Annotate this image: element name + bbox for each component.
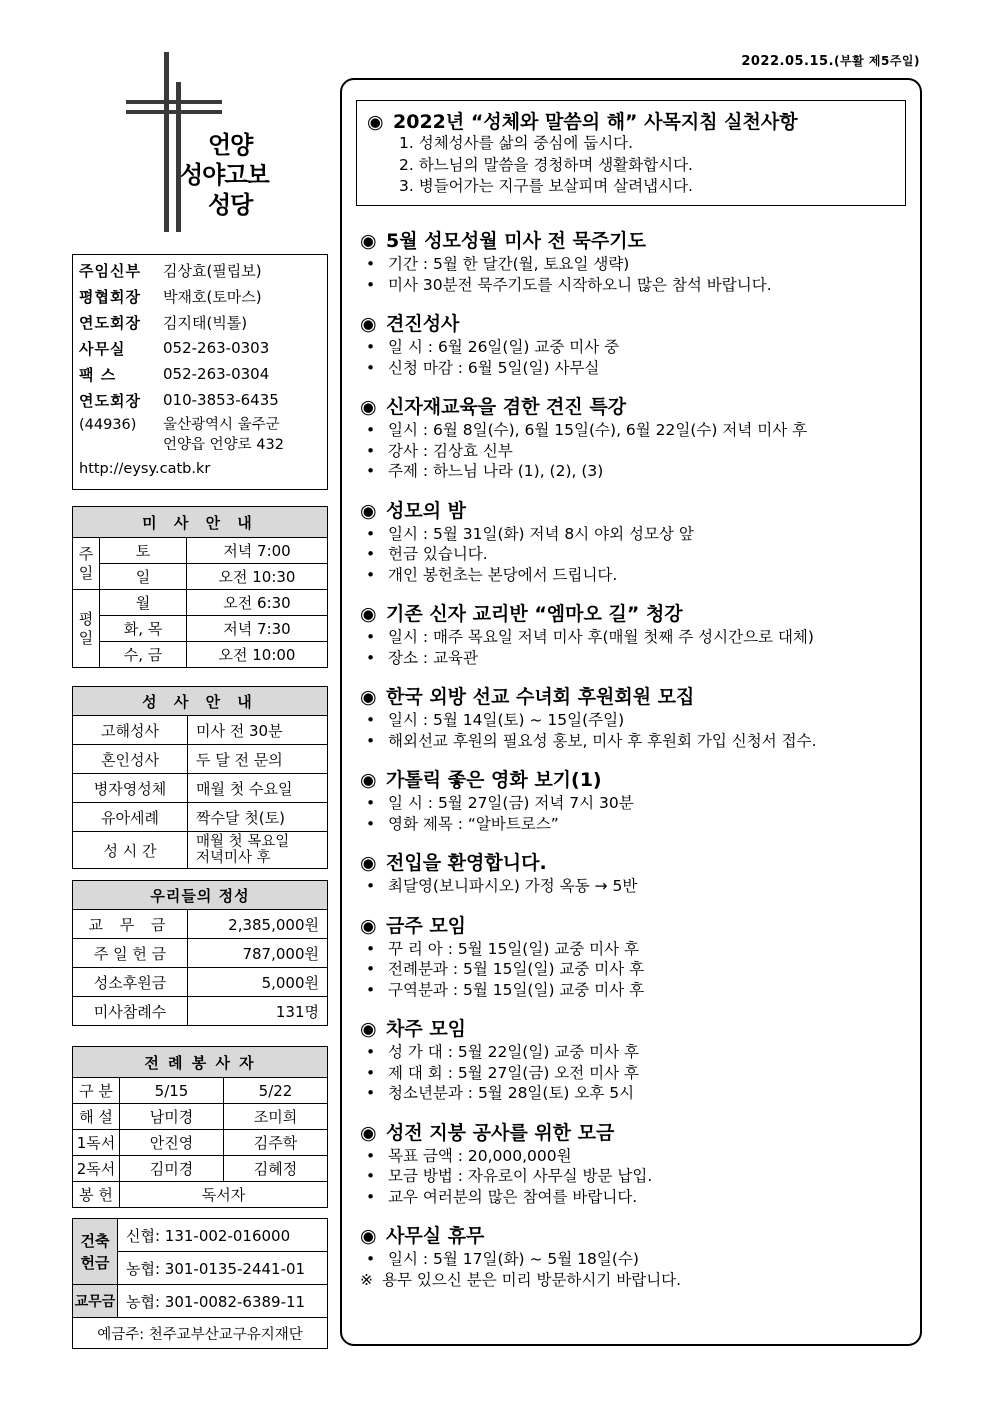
weekday-label: 평 일 bbox=[73, 590, 100, 668]
server-name: 김주학 bbox=[224, 1130, 328, 1156]
address-line: 언양읍 언양로 432 bbox=[163, 437, 284, 453]
notice-section bbox=[360, 850, 916, 897]
sacrament-time bbox=[188, 832, 328, 869]
section-title bbox=[360, 850, 916, 876]
offering-amount: 131명 bbox=[188, 997, 328, 1026]
section-item-text: 성 가 대 : 5월 22일(일) 교중 미사 후 bbox=[388, 1043, 640, 1061]
info-value: 052-263-0304 bbox=[163, 365, 270, 383]
sacrament-name: 유아세례 bbox=[73, 803, 188, 832]
target-icon: ◉ bbox=[360, 230, 377, 252]
note-icon: ※ bbox=[360, 1270, 373, 1289]
offering-name: 성소후원금 bbox=[73, 968, 188, 997]
sacrament-time: 매월 첫 수요일 bbox=[188, 774, 328, 803]
bullet-icon: • bbox=[366, 877, 376, 895]
servers-head: 구 분 bbox=[73, 1078, 120, 1104]
section-item bbox=[360, 1083, 916, 1104]
notice-section bbox=[360, 228, 916, 295]
mass-time: 오전 10:30 bbox=[187, 564, 328, 590]
section-title bbox=[360, 913, 916, 939]
section-item-text: 제 대 회 : 5월 27일(금) 오전 미사 후 bbox=[388, 1063, 640, 1082]
bullet-icon: • bbox=[366, 421, 376, 439]
bullet-icon: • bbox=[366, 1043, 376, 1061]
section-item-text: 일시 : 매주 목요일 저녁 미사 후(매월 첫째 주 성시간으로 대체) bbox=[388, 628, 814, 646]
server-name: 독서자 bbox=[120, 1182, 328, 1208]
section-item bbox=[360, 1249, 916, 1270]
section-title bbox=[360, 601, 916, 627]
sacrament-name: 혼인성사 bbox=[73, 745, 188, 774]
section-title-text: 차주 모임 bbox=[386, 1018, 467, 1040]
bulletin-date: 2022.05.15.(부활 제5주일) bbox=[741, 54, 920, 69]
account-number: 농협: 301-0135-2441-01 bbox=[118, 1252, 328, 1285]
server-name: 남미경 bbox=[120, 1104, 224, 1130]
info-row bbox=[79, 309, 321, 335]
section-title-text: 기존 신자 교리반 “엠마오 길” 청강 bbox=[386, 603, 683, 625]
info-row bbox=[79, 257, 321, 283]
section-item-text: 기간 : 5월 한 달간(월, 토요일 생략) bbox=[388, 255, 630, 273]
pastoral-title-text: 2022년 “성체와 말씀의 해” 사목지침 실천사항 bbox=[393, 111, 798, 133]
bullet-icon: • bbox=[366, 960, 376, 978]
section-note bbox=[360, 1270, 916, 1291]
section-item-text: 목표 금액 : 20,000,000원 bbox=[388, 1146, 572, 1165]
mass-time: 저녁 7:30 bbox=[187, 616, 328, 642]
website-link[interactable]: http://eysy.catb.kr bbox=[79, 461, 211, 477]
section-item-text: 전례분과 : 5월 15일(일) 교중 미사 후 bbox=[388, 960, 645, 978]
section-item-text: 해외선교 후원의 필요성 홍보, 미사 후 후원회 가입 신청서 접수. bbox=[388, 731, 817, 750]
bullet-icon: • bbox=[366, 358, 376, 377]
info-label: 팩 스 bbox=[79, 365, 117, 384]
bullet-icon: • bbox=[366, 524, 376, 543]
mass-day: 화, 목 bbox=[100, 616, 187, 642]
section-item-text: 헌금 있습니다. bbox=[388, 545, 488, 563]
bullet-icon: • bbox=[366, 1250, 376, 1268]
section-item bbox=[360, 565, 916, 586]
info-value: 052-263-0303 bbox=[163, 339, 270, 357]
section-item-text: 모금 방법 : 자유로이 사무실 방문 납입. bbox=[388, 1167, 653, 1185]
notice-section bbox=[360, 913, 916, 1001]
logo-line: 언양 bbox=[208, 131, 253, 159]
section-title bbox=[360, 394, 916, 420]
sacrament-time: 미사 전 30분 bbox=[188, 716, 328, 745]
pastoral-item: 1. 성체성사를 삶의 중심에 둡시다. bbox=[399, 134, 634, 152]
bullet-icon: • bbox=[366, 255, 376, 273]
info-value: 김상효(필립보) bbox=[163, 261, 262, 280]
section-item bbox=[360, 876, 916, 897]
target-icon: ◉ bbox=[360, 1225, 377, 1247]
mass-schedule bbox=[72, 506, 328, 668]
server-name: 김혜정 bbox=[224, 1156, 328, 1182]
info-label: 사무실 bbox=[79, 339, 126, 358]
section-title-text: 성전 지붕 공사를 위한 모금 bbox=[386, 1121, 615, 1144]
notice-section bbox=[360, 394, 916, 482]
section-title bbox=[360, 767, 916, 793]
servers-date: 5/22 bbox=[224, 1078, 328, 1104]
section-item bbox=[360, 627, 916, 648]
pastoral-guidelines bbox=[356, 100, 906, 206]
sacrament-name: 고해성사 bbox=[73, 716, 188, 745]
account-holder: 예금주: 천주교부산교구유지재단 bbox=[73, 1318, 328, 1349]
account-number: 신협: 131-002-016000 bbox=[118, 1219, 328, 1252]
section-item-text: 청소년분과 : 5월 28일(토) 오후 5시 bbox=[388, 1084, 635, 1102]
section-item-text: 일 시 : 6월 26일(일) 교중 미사 중 bbox=[388, 338, 620, 356]
bullet-icon: • bbox=[366, 1063, 376, 1082]
target-icon: ◉ bbox=[360, 499, 377, 522]
mass-time: 오전 6:30 bbox=[187, 590, 328, 616]
section-item bbox=[360, 275, 916, 296]
section-item-text: 영화 제목 : “알바트로스” bbox=[388, 814, 559, 833]
mass-title: 미 사 안 내 bbox=[73, 507, 328, 538]
section-title-text: 5월 성모성월 미사 전 묵주기도 bbox=[386, 230, 646, 252]
bullet-icon: • bbox=[366, 648, 376, 667]
section-item bbox=[360, 814, 916, 835]
mass-day: 토 bbox=[100, 538, 187, 564]
offering-name: 교 무 금 bbox=[73, 910, 188, 939]
offering-amount: 5,000원 bbox=[188, 968, 328, 997]
info-row bbox=[79, 387, 321, 413]
section-item-text: 일시 : 5월 14일(토) ~ 15일(주일) bbox=[388, 711, 625, 729]
bullet-icon: • bbox=[366, 711, 376, 729]
logo-line: 성당 bbox=[208, 191, 253, 219]
logo-line: 성야고보 bbox=[180, 161, 269, 189]
section-item bbox=[360, 959, 916, 980]
offering-table bbox=[72, 880, 328, 1026]
target-icon: ◉ bbox=[367, 111, 384, 133]
section-item-text: 주제 : 하느님 나라 (1), (2), (3) bbox=[388, 462, 604, 480]
section-title bbox=[360, 498, 916, 524]
notice-section bbox=[360, 684, 916, 751]
section-item bbox=[360, 939, 916, 960]
section-title-text: 성모의 밤 bbox=[386, 499, 467, 522]
section-item bbox=[360, 793, 916, 814]
servers-title: 전 례 봉 사 자 bbox=[73, 1047, 328, 1078]
section-item-text: 미사 30분전 묵주기도를 시작하오니 많은 참석 바랍니다. bbox=[388, 275, 772, 294]
sacrament-name: 병자영성체 bbox=[73, 774, 188, 803]
info-label: 주임신부 bbox=[79, 261, 141, 280]
pastoral-item: 3. 병들어가는 지구를 보살피며 살려냅시다. bbox=[399, 177, 693, 195]
bullet-icon: • bbox=[366, 628, 376, 646]
offering-amount: 787,000원 bbox=[188, 939, 328, 968]
sacrament-schedule bbox=[72, 686, 328, 869]
section-item-text: 신청 마감 : 6월 5일(일) 사무실 bbox=[388, 358, 600, 377]
section-item bbox=[360, 524, 916, 545]
notice-section bbox=[360, 1016, 916, 1104]
bullet-icon: • bbox=[366, 275, 376, 294]
mass-time: 오전 10:00 bbox=[187, 642, 328, 668]
account-number: 농협: 301-0082-6389-11 bbox=[118, 1285, 328, 1318]
bullet-icon: • bbox=[366, 814, 376, 833]
info-value: 박재호(토마스) bbox=[163, 287, 262, 306]
parish-info bbox=[72, 254, 328, 490]
bullet-icon: • bbox=[366, 441, 376, 460]
section-item bbox=[360, 544, 916, 565]
section-item bbox=[360, 420, 916, 441]
section-item bbox=[360, 254, 916, 275]
section-item-text: 일시 : 5월 31일(화) 저녁 8시 야외 성모상 앞 bbox=[388, 524, 694, 543]
bank-accounts bbox=[72, 1218, 328, 1349]
bullet-icon: • bbox=[366, 1167, 376, 1185]
section-item bbox=[360, 1063, 916, 1084]
section-title bbox=[360, 1223, 916, 1249]
section-item bbox=[360, 731, 916, 752]
sacrament-time: 두 달 전 문의 bbox=[188, 745, 328, 774]
pastoral-item: 2. 하느님의 말씀을 경청하며 생활화합시다. bbox=[399, 155, 693, 174]
info-value: 010-3853-6435 bbox=[163, 391, 279, 409]
section-item-text: 장소 : 교육관 bbox=[388, 648, 478, 667]
section-item-text: 교우 여러분의 많은 참여를 바랍니다. bbox=[388, 1187, 638, 1206]
target-icon: ◉ bbox=[360, 1121, 377, 1144]
zip-code: (44936) bbox=[79, 417, 137, 433]
notice-section bbox=[360, 311, 916, 378]
target-icon: ◉ bbox=[360, 852, 377, 874]
bullet-icon: • bbox=[366, 939, 376, 958]
section-item-text: 일시 : 5월 17일(화) ~ 5월 18일(수) bbox=[388, 1250, 639, 1268]
section-item-text: 강사 : 김상효 신부 bbox=[388, 441, 513, 460]
section-item bbox=[360, 710, 916, 731]
target-icon: ◉ bbox=[360, 396, 377, 418]
server-role: 2독서 bbox=[73, 1156, 120, 1182]
section-item bbox=[360, 441, 916, 462]
section-title-text: 사무실 휴무 bbox=[386, 1225, 485, 1247]
server-role: 해 설 bbox=[73, 1104, 120, 1130]
bullet-icon: • bbox=[366, 794, 376, 812]
section-item bbox=[360, 337, 916, 358]
mass-time: 저녁 7:00 bbox=[187, 538, 328, 564]
target-icon: ◉ bbox=[360, 313, 377, 335]
sunday-label: 주 일 bbox=[73, 538, 100, 590]
info-value: 김지태(빅톨) bbox=[163, 313, 248, 332]
info-label: 연도회장 bbox=[79, 313, 141, 332]
section-item-text: 개인 봉헌초는 본당에서 드립니다. bbox=[388, 565, 618, 584]
parish-logo bbox=[122, 52, 322, 242]
section-item-text: 구역분과 : 5월 15일(일) 교중 미사 후 bbox=[388, 980, 645, 999]
section-title-text: 전입을 환영합니다. bbox=[386, 852, 547, 874]
section-item-text: 일 시 : 5월 27일(금) 저녁 7시 30분 bbox=[388, 794, 634, 812]
sacrament-title: 성 사 안 내 bbox=[73, 687, 328, 716]
offering-amount: 2,385,000원 bbox=[188, 910, 328, 939]
offering-name: 미사참례수 bbox=[73, 997, 188, 1026]
target-icon: ◉ bbox=[360, 914, 377, 937]
bullet-icon: • bbox=[366, 980, 376, 999]
section-item bbox=[360, 461, 916, 482]
server-name: 김미경 bbox=[120, 1156, 224, 1182]
info-row bbox=[79, 361, 321, 387]
build-label: 건축 헌금 bbox=[73, 1219, 118, 1285]
section-item bbox=[360, 1187, 916, 1208]
server-role: 봉 헌 bbox=[73, 1182, 120, 1208]
section-item bbox=[360, 358, 916, 379]
section-title bbox=[360, 1120, 916, 1146]
section-title-text: 가톨릭 좋은 영화 보기(1) bbox=[386, 769, 602, 791]
section-item-text: 일시 : 6월 8일(수), 6월 15일(수), 6월 22일(수) 저녁 미사 후 bbox=[388, 421, 808, 439]
section-item bbox=[360, 1042, 916, 1063]
offering-title: 우리들의 정성 bbox=[73, 881, 328, 910]
section-title-text: 견진성사 bbox=[386, 313, 460, 335]
section-title bbox=[360, 1016, 916, 1042]
target-icon: ◉ bbox=[360, 686, 377, 708]
liturgy-servers bbox=[72, 1046, 328, 1208]
bullet-icon: • bbox=[366, 1084, 376, 1102]
section-title-text: 한국 외방 선교 수녀회 후원회원 모집 bbox=[386, 686, 695, 708]
section-item-text: 꾸 리 아 : 5월 15일(일) 교중 미사 후 bbox=[388, 939, 640, 958]
section-title-text: 금주 모임 bbox=[386, 914, 467, 937]
section-item bbox=[360, 648, 916, 669]
cross-icon bbox=[164, 52, 169, 232]
server-name: 조미희 bbox=[224, 1104, 328, 1130]
info-row bbox=[79, 283, 321, 309]
cross-icon-bar2 bbox=[126, 110, 222, 114]
mass-day: 월 bbox=[100, 590, 187, 616]
section-item-text: 최달영(보니파시오) 가정 옥동 → 5반 bbox=[388, 877, 638, 895]
section-title bbox=[360, 228, 916, 254]
notice-section bbox=[360, 1120, 916, 1208]
server-name: 안진영 bbox=[120, 1130, 224, 1156]
info-label: 연도회장 bbox=[79, 391, 141, 410]
bullet-icon: • bbox=[366, 731, 376, 750]
bullet-icon: • bbox=[366, 338, 376, 356]
info-label: 평협회장 bbox=[79, 287, 141, 306]
section-item bbox=[360, 980, 916, 1001]
address bbox=[79, 415, 321, 455]
target-icon: ◉ bbox=[360, 769, 377, 791]
sacrament-time-line: 저녁미사 후 bbox=[196, 850, 271, 866]
notice-section bbox=[360, 767, 916, 834]
bullet-icon: • bbox=[366, 565, 376, 584]
bullet-icon: • bbox=[366, 462, 376, 480]
section-title bbox=[360, 684, 916, 710]
cross-icon-bar bbox=[126, 100, 222, 104]
mass-day: 수, 금 bbox=[100, 642, 187, 668]
section-title-text: 신자재교육을 겸한 견진 특강 bbox=[386, 396, 627, 418]
due-label: 교무금 bbox=[73, 1285, 118, 1318]
logo-text bbox=[180, 130, 269, 220]
notice-section bbox=[360, 1223, 916, 1290]
mass-day: 일 bbox=[100, 564, 187, 590]
target-icon: ◉ bbox=[360, 603, 377, 625]
address-line: 울산광역시 울주군 bbox=[163, 417, 280, 433]
bullet-icon: • bbox=[366, 1146, 376, 1165]
section-item bbox=[360, 1146, 916, 1167]
info-row bbox=[79, 335, 321, 361]
section-item bbox=[360, 1166, 916, 1187]
notice-section bbox=[360, 498, 916, 586]
notice-sections bbox=[360, 228, 916, 1306]
server-role: 1독서 bbox=[73, 1130, 120, 1156]
section-title bbox=[360, 311, 916, 337]
notice-section bbox=[360, 601, 916, 668]
bullet-icon: • bbox=[366, 545, 376, 563]
pastoral-title bbox=[367, 107, 798, 134]
bullet-icon: • bbox=[366, 1187, 376, 1206]
target-icon: ◉ bbox=[360, 1018, 377, 1040]
servers-date: 5/15 bbox=[120, 1078, 224, 1104]
offering-name: 주 일 헌 금 bbox=[73, 939, 188, 968]
sacrament-name: 성 시 간 bbox=[73, 832, 188, 869]
sacrament-time: 짝수달 첫(토) bbox=[188, 803, 328, 832]
section-note-text: 용무 있으신 분은 미리 방문하시기 바랍니다. bbox=[382, 1270, 682, 1289]
sacrament-time-line: 매월 첫 목요일 bbox=[196, 834, 290, 850]
